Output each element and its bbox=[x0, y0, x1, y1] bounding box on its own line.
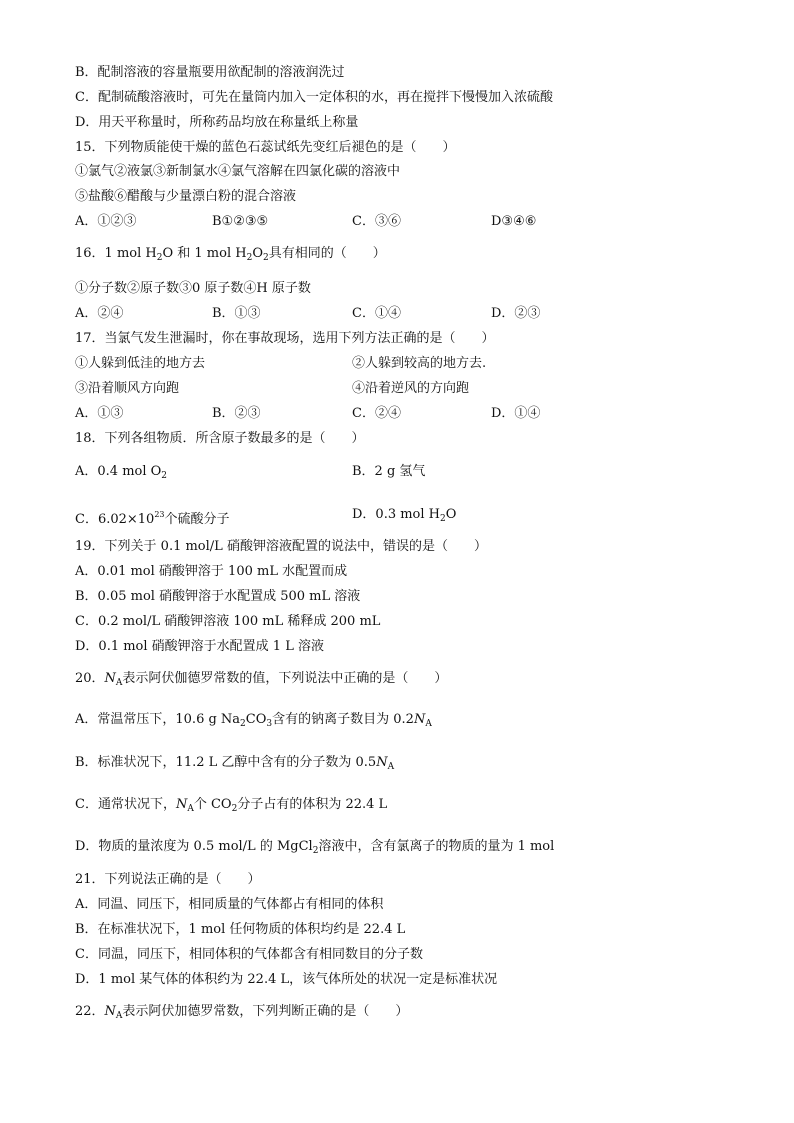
option-text: CO bbox=[245, 712, 267, 727]
option-text: C．6.02×10 bbox=[75, 512, 155, 527]
option-c: C．0.2 mol/L 硝酸钾溶液 100 mL 稀释成 200 mL bbox=[75, 614, 381, 629]
option-d: D．0.1 mol 硝酸钾溶于水配置成 1 L 溶液 bbox=[75, 639, 324, 654]
option-b bbox=[75, 754, 394, 776]
question-18: 18．下列各组物质．所含原子数最多的是（ ） bbox=[75, 431, 365, 446]
option-b: B①②③⑤ bbox=[212, 214, 269, 229]
option-text: A．常温常压下，10.6 g Na bbox=[75, 712, 241, 727]
option-b: B．0.05 mol 硝酸钾溶于水配置成 500 mL 溶液 bbox=[75, 589, 361, 604]
option-d: D．②③ bbox=[491, 306, 541, 321]
option-b: B．2 g 氢气 bbox=[352, 464, 426, 479]
subscript: A bbox=[387, 762, 395, 772]
subscript: 2 bbox=[161, 471, 168, 481]
question-15-items: ①氯气②液氯③新制氯水④氯气溶解在四氯化碳的溶液中 bbox=[75, 164, 401, 179]
subscript: A bbox=[115, 1011, 123, 1021]
q16-text: 16．1 mol H bbox=[75, 246, 157, 261]
option-c: C．同温，同压下，相同体积的气体都含有相同数目的分子数 bbox=[75, 947, 423, 962]
superscript: 23 bbox=[154, 510, 165, 519]
option-c: C．①④ bbox=[352, 306, 401, 321]
option-a bbox=[75, 711, 432, 733]
option-d: D．①④ bbox=[491, 406, 541, 421]
subscript: 2 bbox=[312, 846, 319, 856]
subscript: 3 bbox=[266, 719, 273, 729]
question-19: 19．下列关于 0.1 mol/L 硝酸钾溶液配置的说法中，错误的是（ ） bbox=[75, 539, 487, 554]
subscript: 2 bbox=[156, 253, 163, 263]
option-c bbox=[75, 506, 230, 529]
option-text: D．物质的量浓度为 0.5 mol/L 的 MgCl bbox=[75, 839, 313, 854]
option-d bbox=[352, 506, 456, 528]
question-20 bbox=[75, 670, 447, 692]
option-a: A．同温、同压下，相同质量的气体都占有相同的体积 bbox=[75, 897, 384, 912]
option-c: C．②④ bbox=[352, 406, 401, 421]
subscript: 2 bbox=[440, 514, 446, 524]
option-text: 分子占有的体积为 22.4 L bbox=[237, 797, 388, 812]
option-a: A．0.01 mol 硝酸钾溶于 100 mL 水配置而成 bbox=[75, 564, 348, 579]
option-line: B．配制溶液的容量瓶要用欲配制的溶液润洗过 bbox=[75, 65, 345, 80]
question-17-item: ④沿着逆风的方向跑 bbox=[352, 381, 470, 396]
option-text: B．标准状况下，11.2 L 乙醇中含有的分子数为 0.5 bbox=[75, 755, 377, 770]
question-text: 表示阿伏伽德罗常数的值，下列说法中正确的是（ ） bbox=[122, 671, 448, 686]
question-21: 21．下列说法正确的是（ ） bbox=[75, 872, 261, 887]
question-15-items: ⑤盐酸⑥醋酸与少量漂白粉的混合溶液 bbox=[75, 189, 297, 204]
subscript: 2 bbox=[240, 719, 246, 729]
question-17-item: ①人躲到低洼的地方去 bbox=[75, 356, 206, 371]
symbol: N bbox=[376, 755, 388, 770]
option-a: A．①③ bbox=[75, 406, 124, 421]
option-a: A．①②③ bbox=[75, 214, 137, 229]
question-17-item: ③沿着顺风方向跑 bbox=[75, 381, 180, 396]
question-15: 15．下列物质能使干燥的蓝色石蕊试纸先变红后褪色的是（ ） bbox=[75, 140, 456, 155]
symbol: N bbox=[104, 1004, 116, 1019]
q16-text: 具有相同的（ ） bbox=[268, 246, 386, 261]
question-number: 20． bbox=[75, 671, 105, 686]
option-b: B．在标准状况下，1 mol 任何物质的体积均约是 22.4 L bbox=[75, 922, 406, 937]
option-text: A．0.4 mol O bbox=[75, 464, 162, 479]
option-text: 含有的钠离子数目为 0.2 bbox=[272, 712, 414, 727]
option-b: B．②③ bbox=[212, 406, 261, 421]
option-a: A．②④ bbox=[75, 306, 124, 321]
subscript: A bbox=[187, 804, 194, 814]
subscript: 2 bbox=[231, 804, 238, 814]
subscript: A bbox=[425, 719, 432, 729]
option-text: 个 CO bbox=[193, 797, 232, 812]
question-number: 22． bbox=[75, 1004, 105, 1019]
question-16 bbox=[75, 245, 386, 267]
symbol: N bbox=[175, 797, 188, 812]
q16-text: O bbox=[252, 246, 263, 261]
option-d: D③④⑥ bbox=[491, 214, 537, 229]
option-text: O bbox=[445, 507, 457, 522]
option-a bbox=[75, 463, 167, 485]
subscript: 2 bbox=[262, 253, 269, 263]
subscript: A bbox=[115, 678, 123, 688]
option-line: C．配制硫酸溶液时，可先在量筒内加入一定体积的水，再在搅拌下慢慢加入浓硫酸 bbox=[75, 90, 553, 105]
question-17: 17．当氯气发生泄漏时，你在事故现场，选用下列方法正确的是（ ） bbox=[75, 331, 495, 346]
option-c: C．③⑥ bbox=[352, 214, 401, 229]
option-d: D．1 mol 某气体的体积约为 22.4 L，该气体所处的状况一定是标准状况 bbox=[75, 972, 498, 987]
question-16-items: ①分子数②原子数③0 原子数④H 原子数 bbox=[75, 281, 311, 296]
question-17-item: ②人躲到较高的地方去. bbox=[352, 356, 487, 371]
option-text: D．0.3 mol H bbox=[352, 507, 441, 522]
option-d bbox=[75, 838, 554, 860]
option-b: B．①③ bbox=[212, 306, 261, 321]
question-text: 表示阿伏加德罗常数，下列判断正确的是（ ） bbox=[122, 1004, 409, 1019]
subscript: 2 bbox=[246, 253, 253, 263]
option-c bbox=[75, 796, 387, 818]
symbol: N bbox=[104, 671, 116, 686]
option-text: 个硫酸分子 bbox=[164, 512, 230, 527]
q16-text: O 和 1 mol H bbox=[162, 246, 247, 261]
option-text: C．通常状况下， bbox=[75, 797, 176, 812]
option-line: D．用天平称量时，所称药品均放在称量纸上称量 bbox=[75, 115, 359, 130]
symbol: N bbox=[413, 712, 426, 727]
question-22 bbox=[75, 1003, 408, 1025]
option-text: 溶液中，含有氯离子的物质的量为 1 mol bbox=[318, 839, 555, 854]
